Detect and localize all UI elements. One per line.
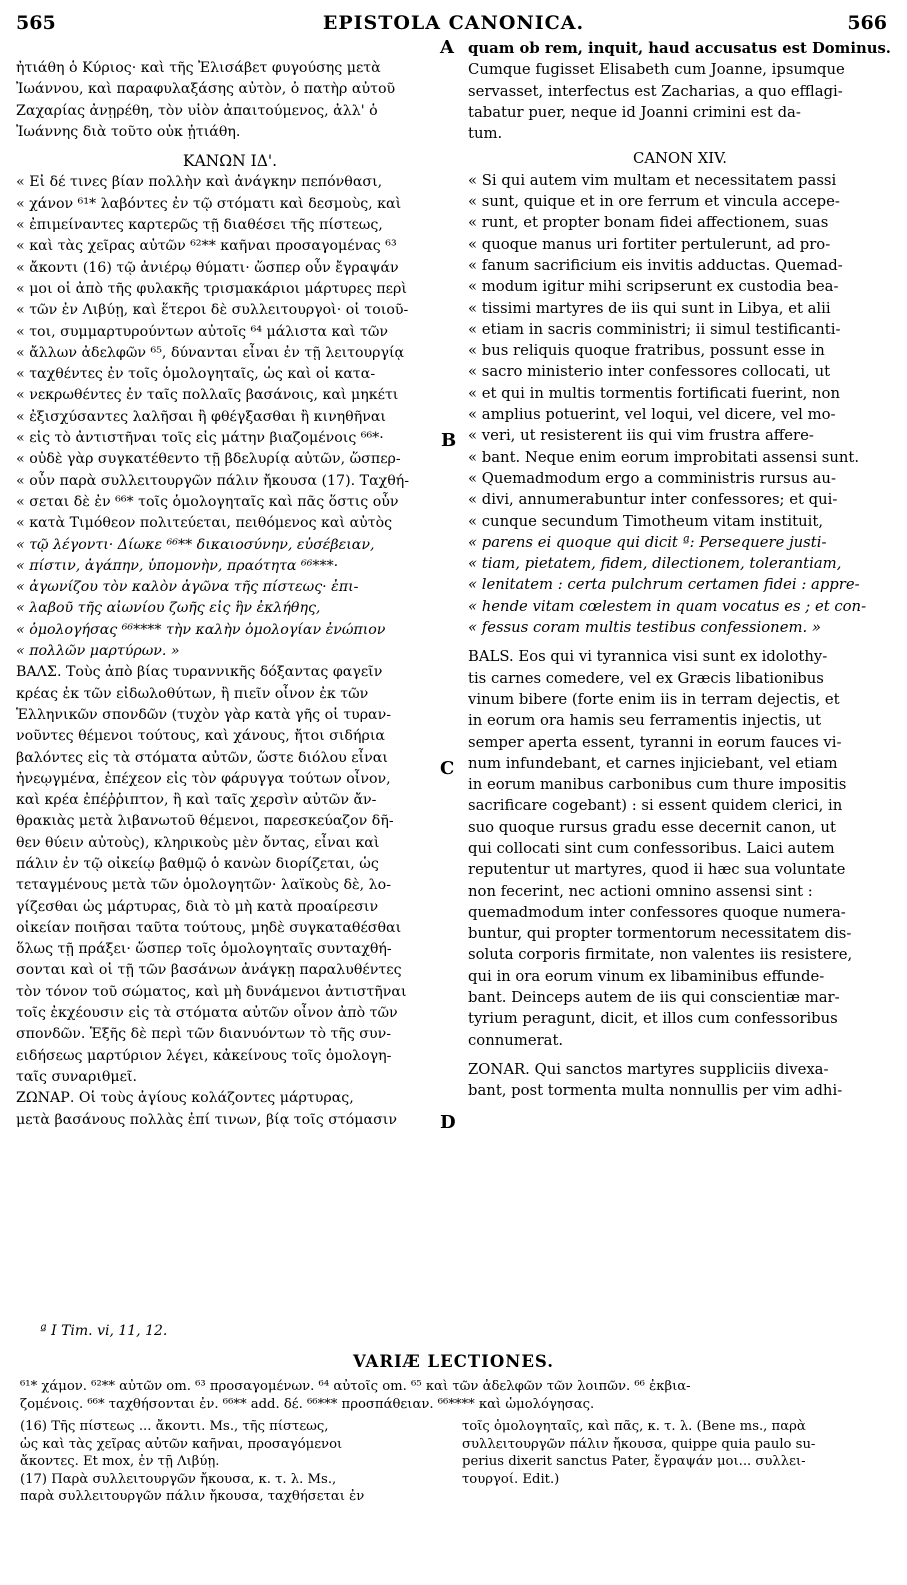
text-line: BALS. Eos qui vi tyrannica visi sunt ex idolothy- bbox=[468, 648, 828, 666]
greek-intro bbox=[16, 58, 444, 143]
text-line: « ἐξισχύσαντες λαλῆσαι ἢ φθέγξασθαι ἢ κινηθῆναι bbox=[16, 408, 386, 425]
text-line: ὅλως τῇ πράξει· ὥσπερ τοῖς ὁμολογηταῖς συνταχθή- bbox=[16, 941, 392, 958]
latin-balsamon-commentary bbox=[468, 646, 892, 1051]
text-line: « Εἰ δέ τινες βίαν πολλὴν καὶ ἀνάγκην πεπόνθασι, bbox=[16, 174, 383, 191]
text-line: tyrium peragunt, dicit, et illos cum confessoribus bbox=[468, 1010, 838, 1028]
text-line: « hende vitam cœlestem in quam vocatus es ; et con- bbox=[468, 597, 867, 615]
text-line: « runt, et propter bonam fidei affectionem, suas bbox=[468, 214, 829, 232]
text-line: « bant. Neque enim eorum improbitati assensi sunt. bbox=[468, 448, 860, 466]
text-line: « sacro ministerio inter confessores collocati, ut bbox=[468, 363, 831, 381]
greek-canon-text bbox=[16, 172, 444, 662]
text-line: « tissimi martyres de iis qui sunt in Libya, et alii bbox=[468, 299, 831, 317]
text-line: « καὶ τὰς χεῖρας αὐτῶν ⁶²** καῆναι προσαγομένας ⁶³ bbox=[16, 238, 397, 255]
text-line: ἠνεῳγμένα, ἐπέχεον εἰς τὸν φάρυγγα τούτων οἶνον, bbox=[16, 770, 391, 787]
text-line: γίζεσθαι ὡς μάρτυρας, διὰ τὸ μὴ κατὰ προαίρεσιν bbox=[16, 898, 379, 915]
text-line: Ἰωάννου, καὶ παραφυλαξάσης αὐτὸν, ὁ πατὴρ αὐτοῦ bbox=[16, 81, 396, 98]
text-line: « Quemadmodum ergo a comministris rursus au- bbox=[468, 469, 836, 487]
text-line: νοῦντες θέμενοι τούτους, καὶ χάνους, ἤτοι σιδήρια bbox=[16, 728, 385, 745]
text-line: Ἰωάννης διὰ τοῦτο οὐκ ᾐτιάθη. bbox=[16, 123, 241, 140]
text-line: « χάνον ⁶¹* λαβόντες ἐν τῷ στόματι καὶ δεσμοὺς, καὶ bbox=[16, 195, 402, 212]
text-line: ζομένοις. ⁶⁶* ταχθήσονται ἐν. ⁶⁶** add. δέ. ⁶⁶*** προσπάθειαν. ⁶⁶**** καὶ ὡμολόγησας. bbox=[20, 1396, 595, 1412]
text-line: « ἄλλων ἀδελφῶν ⁶⁵, δύνανται εἶναι ἐν τῇ λειτουργίᾳ bbox=[16, 344, 405, 361]
text-line: « Si qui autem vim multam et necessitatem passi bbox=[468, 171, 837, 189]
text-line: « tiam, pietatem, fidem, dilectionem, tolerantiam, bbox=[468, 555, 842, 573]
text-line: tis carnes comedere, vel ex Græcis libationibus bbox=[468, 669, 824, 687]
text-line: ειδήσεως μαρτύριον λέγει, κἀκείνους τοῖς ὁμολογη- bbox=[16, 1047, 392, 1064]
text-line: « τῷ λέγοντι· Δίωκε ⁶⁶** δικαιοσύνην, εὐσέβειαν, bbox=[16, 536, 375, 553]
text-line: οἰκείαν ποιῆσαι ταῦτα τούτους, μηδὲ συγκαταθέσθαι bbox=[16, 919, 402, 936]
text-line: ΖΩΝΑΡ. Οἱ τοὺς ἁγίους κολάζοντες μάρτυρας, bbox=[16, 1090, 354, 1107]
right-page-number: 566 bbox=[847, 12, 887, 34]
text-line: vinum bibere (forte enim iis in terram dejectis, et bbox=[468, 690, 840, 708]
text-line: « modum igitur mihi scripserunt ex custodia bea- bbox=[468, 278, 839, 296]
text-line: τεταγμένους μετὰ τῶν ὁμολογητῶν· λαϊκοὺς δὲ, λο- bbox=[16, 877, 391, 894]
text-line: κρέας ἐκ τῶν εἰδωλοθύτων, ἢ πιεῖν οἶνον ἐκ τῶν bbox=[16, 685, 369, 702]
text-line: ⁶¹* χάμον. ⁶²** αὐτῶν om. ⁶³ προσαγομένων. ⁶⁴ αὐτοῖς om. ⁶⁵ καὶ τῶν ἀδελφῶν τῶν λοιπῶν. ⁶⁶ ἐκβια- bbox=[20, 1379, 691, 1394]
text-line: (16) Τῆς πίστεως ... ἄκοντι. Ms., τῆς πίστεως, bbox=[20, 1419, 329, 1434]
text-line: « ἀγωνίζου τὸν καλὸν ἀγῶνα τῆς πίστεως· ἐπι- bbox=[16, 579, 359, 596]
text-line: συλλειτουργῶν πάλιν ἤκουσα, quippe quia paulo su- bbox=[462, 1436, 816, 1452]
margin-marker-c: C bbox=[440, 758, 455, 779]
text-line: servasset, interfectus est Zacharias, a quo efflagi- bbox=[468, 82, 843, 100]
text-line: μετὰ βασάνους πολλὰς ἐπί τινων, βίᾳ τοῖς στόμασιν bbox=[16, 1111, 397, 1128]
text-line: « amplius potuerint, vel loqui, vel dicere, vel mo- bbox=[468, 406, 836, 424]
text-line: quam ob rem, inquit, haud accusatus est Dominus. bbox=[468, 40, 891, 57]
text-line: ΒΑΛΣ. Τοὺς ἀπὸ βίας τυραννικῆς δόξαντας φαγεῖν bbox=[16, 664, 383, 681]
text-line: « etiam in sacris comministri; ii simul testificanti- bbox=[468, 320, 841, 338]
text-line: « ταχθέντες ἐν τοῖς ὁμολογηταῖς, ὡς καὶ οἱ κατα- bbox=[16, 366, 376, 383]
text-line: tabatur puer, neque id Joanni crimini est da- bbox=[468, 103, 801, 121]
text-line: tum. bbox=[468, 125, 503, 143]
text-line: « νεκρωθέντες ἐν ταῖς πολλαῖς βασάνοις, καὶ μηκέτι bbox=[16, 387, 399, 404]
text-line: semper aperta essent, tyranni in eorum fauces vi- bbox=[468, 733, 842, 751]
text-line: θρακιὰς μετὰ λιβανωτοῦ θέμενοι, παρεσκεύαζον δῆ- bbox=[16, 813, 394, 830]
text-line: in eorum ora hamis seu ferramentis injectis, ut bbox=[468, 712, 822, 730]
text-line: ZONAR. Qui sanctos martyres suppliciis divexa- bbox=[468, 1060, 829, 1078]
text-line: perius dixerit sanctus Pater, ἔγραψάν μοι... συλλει- bbox=[462, 1454, 806, 1470]
text-line: « οὖν παρὰ συλλειτουργῶν πάλιν ἤκουσα (17). Ταχθή- bbox=[16, 472, 410, 489]
text-line: πάλιν ἐν τῷ οἰκείῳ βαθμῷ ὁ κανὼν διορίζεται, ὡς bbox=[16, 855, 379, 872]
text-line: soluta corporis firmitate, non valentes iis resistere, bbox=[468, 946, 853, 964]
margin-marker-a: A bbox=[440, 37, 454, 58]
text-line: καὶ κρέα ἐπέῤῥιπτον, ἢ καὶ ταῖς χερσὶν αὐτῶν ἄν- bbox=[16, 792, 377, 809]
text-line: connumerat. bbox=[468, 1031, 564, 1049]
text-line: παρὰ συλλειτουργῶν πάλιν ἤκουσα, ταχθήσεται ἐν bbox=[20, 1489, 365, 1505]
text-line: « οὐδὲ γὰρ συγκατέθεντο τῇ βδελυρίᾳ αὐτῶν, ὥσπερ- bbox=[16, 451, 401, 468]
greek-balsamon-commentary bbox=[16, 662, 444, 1088]
latin-intro bbox=[468, 38, 892, 144]
text-line: « πίστιν, ἀγάπην, ὑπομονὴν, πραότητα ⁶⁶***· bbox=[16, 557, 339, 574]
latin-canon-heading: CANON XIV. bbox=[633, 150, 727, 168]
greek-column bbox=[16, 58, 444, 1131]
text-line: « cunque secundum Timotheum vitam instituit, bbox=[468, 512, 824, 530]
text-line: quemadmodum inter confessores quoque numera- bbox=[468, 903, 846, 921]
running-title: EPISTOLA CANONICA. bbox=[322, 12, 585, 34]
variant-notes-left bbox=[20, 1418, 450, 1506]
text-line: bant. Deinceps autem de iis qui conscientiæ mar- bbox=[468, 989, 840, 1007]
latin-zonaras-commentary bbox=[468, 1059, 892, 1102]
text-line: (17) Παρὰ συλλειτουργῶν ἤκουσα, κ. τ. λ. Ms., bbox=[20, 1471, 337, 1487]
text-line: « et qui in multis tormentis fortificati fuerint, non bbox=[468, 384, 840, 402]
variae-lectiones-title: VARIÆ LECTIONES. bbox=[353, 1352, 554, 1371]
text-line: « μοι οἱ ἀπὸ τῆς φυλακῆς τρισμακάριοι μάρτυρες περὶ bbox=[16, 280, 407, 297]
text-line: Ζαχαρίας ἀνῃρέθη, τὸν υἱὸν ἀπαιτούμενος, ἀλλ' ὁ bbox=[16, 102, 378, 119]
text-line: bant, post tormenta multa nonnullis per vim adhi- bbox=[468, 1082, 843, 1100]
text-line: « τῶν ἐν Λιβύῃ, καὶ ἕτεροι δὲ συλλειτουργοὶ· οἱ τοιοῦ- bbox=[16, 302, 409, 319]
text-line: « fanum sacrificium eis invitis adductas. Quemad- bbox=[468, 256, 843, 274]
text-line: « σεται δὲ ἐν ⁶⁶* τοῖς ὁμολογηταῖς καὶ πᾶς ὅστις οὖν bbox=[16, 493, 399, 510]
text-line: ὡς καὶ τὰς χεῖρας αὐτῶν καῆναι, προσαγόμενοι bbox=[20, 1436, 343, 1452]
text-line: « λαβοῦ τῆς αἰωνίου ζωῆς εἰς ἣν ἐκλήθης, bbox=[16, 600, 321, 617]
scripture-footnote: ª I Tim. vi, 11, 12. bbox=[40, 1323, 168, 1339]
text-line: reputentur ut martyres, quod ii hæc sua voluntate bbox=[468, 861, 846, 879]
text-line: « κατὰ Τιμόθεον πολιτεύεται, πειθόμενος καὶ αὐτὸς bbox=[16, 515, 393, 532]
text-line: « τοι, συμμαρτυρούντων αὐτοῖς ⁶⁴ μάλιστα καὶ τῶν bbox=[16, 323, 389, 340]
greek-canon-heading: ΚΑΝΩΝ ΙΔ'. bbox=[182, 152, 278, 171]
latin-canon-text bbox=[468, 170, 892, 639]
text-line: « quoque manus uri fortiter pertulerunt, ad pro- bbox=[468, 235, 831, 253]
text-line: τοῖς ἐκχέουσιν εἰς τὰ στόματα αὐτῶν οἶνον ἀπὸ τῶν bbox=[16, 1005, 398, 1022]
text-line: σονται καὶ οἱ τῇ τῶν βασάνων ἀνάγκῃ παραλυθέντες bbox=[16, 962, 402, 979]
left-page-number: 565 bbox=[16, 12, 56, 34]
text-line: « ἄκοντι (16) τῷ ἀνιέρῳ θύματι· ὥσπερ οὖν ἔγραψάν bbox=[16, 259, 399, 276]
text-line: « sunt, quique et in ore ferrum et vincula accepe- bbox=[468, 193, 840, 211]
text-line: num infundebant, et carnes injiciebant, vel etiam bbox=[468, 754, 838, 772]
text-line: in eorum manibus carbonibus cum thure impositis bbox=[468, 776, 847, 794]
greek-zonaras-commentary bbox=[16, 1088, 444, 1131]
text-line: Cumque fugisset Elisabeth cum Joanne, ipsumque bbox=[468, 61, 845, 79]
text-line: « εἰς τὸ ἀντιστῆναι τοῖς εἰς μάτην βιαζομένοις ⁶⁶*· bbox=[16, 430, 384, 447]
variant-notes-right bbox=[462, 1418, 892, 1488]
text-line: suo quoque rursus gradu esse decernit canon, ut bbox=[468, 818, 836, 836]
text-line: Ἑλληνικῶν σπονδῶν (τυχὸν γὰρ κατὰ γῆς οἱ τυραν- bbox=[16, 706, 392, 723]
text-line: « lenitatem : certa pulchrum certamen fidei : appre- bbox=[468, 576, 860, 594]
text-line: « veri, ut resisterent iis qui vim frustra affere- bbox=[468, 427, 814, 445]
text-line: ἠτιάθη ὁ Κύριος· καὶ τῆς Ἐλισάβετ φυγούσης μετὰ bbox=[16, 60, 381, 76]
text-line: « divi, annumerabuntur inter confessores; et qui- bbox=[468, 491, 838, 509]
text-line: buntur, qui propter tormentorum necessitatem dis- bbox=[468, 925, 852, 943]
text-line: τουργοί. Edit.) bbox=[462, 1471, 560, 1487]
text-line: « ὁμολογήσας ⁶⁶**** τὴν καλὴν ὁμολογίαν ἐνώπιον bbox=[16, 621, 386, 638]
text-line: sacrificare cogebant) : si essent quidem clerici, in bbox=[468, 797, 843, 815]
text-line: ταῖς συναριθμεῖ. bbox=[16, 1068, 138, 1085]
text-line: βαλόντες εἰς τὰ στόματα αὐτῶν, ὥστε διόλου εἶναι bbox=[16, 749, 388, 766]
text-line: θεν θύειν αὐτοὺς), κληρικοὺς μὲν ὄντας, εἶναι καὶ bbox=[16, 834, 380, 851]
text-line: σπονδῶν. Ἑξῆς δὲ περὶ τῶν διανυόντων τὸ τῆς συν- bbox=[16, 1026, 392, 1043]
text-line: ἄκοντες. Et mox, ἐν τῇ Λιβύῃ. bbox=[20, 1454, 220, 1470]
text-line: non fecerint, nec actioni omnino assensi sint : bbox=[468, 882, 813, 900]
text-line: « ἐπιμείναντες καρτερῶς τῇ διαθέσει τῆς πίστεως, bbox=[16, 217, 383, 234]
variant-readings-list bbox=[20, 1378, 892, 1413]
text-line: « πολλῶν μαρτύρων. » bbox=[16, 643, 180, 660]
text-line: τοῖς ὁμολογηταῖς, καὶ πᾶς, κ. τ. λ. (Bene ms., παρὰ bbox=[462, 1419, 806, 1434]
text-line: « fessus coram multis testibus confessionem. » bbox=[468, 619, 821, 637]
text-line: « parens ei quoque qui dicit ª: Persequere justi- bbox=[468, 533, 827, 551]
text-line: τὸν τόνον τοῦ σώματος, καὶ μὴ δυνάμενοι ἀντιστῆναι bbox=[16, 983, 407, 1000]
margin-marker-d: D bbox=[440, 1112, 456, 1133]
text-line: qui collocati sint cum confessoribus. Laici autem bbox=[468, 839, 835, 857]
text-line: qui in ora eorum vinum ex libaminibus effunde- bbox=[468, 967, 825, 985]
margin-marker-b: B bbox=[441, 430, 457, 451]
text-line: « bus reliquis quoque fratribus, possunt esse in bbox=[468, 342, 825, 360]
latin-column bbox=[468, 38, 892, 1102]
